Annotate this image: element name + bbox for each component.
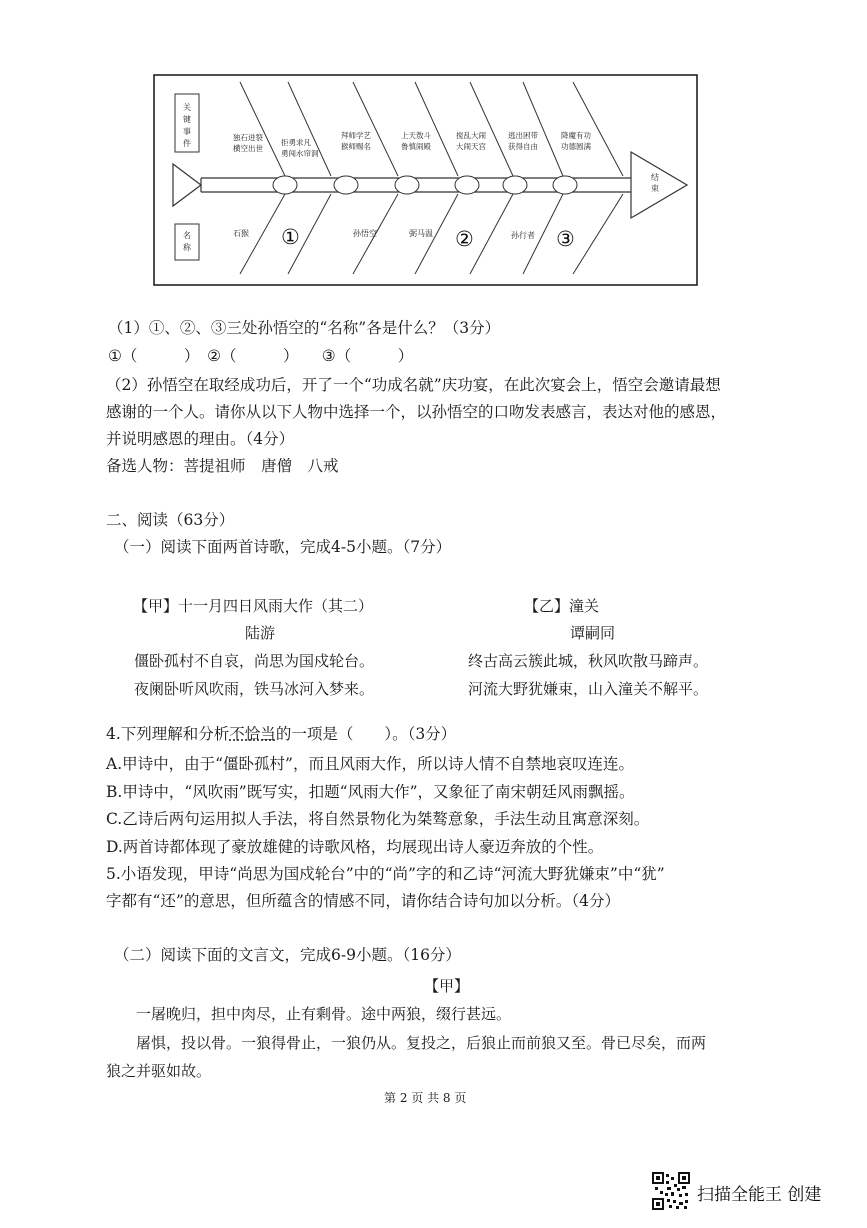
classical-line-3: 狼之并驱如故。	[106, 1062, 212, 1080]
section-2-title: 二、阅读（63分）	[106, 511, 235, 529]
event-node	[334, 176, 358, 194]
event-label-1: 独石迸裂横空出世	[233, 133, 263, 153]
q2-line-3: 并说明感恩的理由。（4分）	[106, 430, 295, 448]
part-1-title: （一）阅读下面两首诗歌，完成4-5小题。（7分）	[114, 538, 452, 556]
event-label-2: 拒勇求凡勇闯水帘洞	[281, 138, 319, 158]
scanner-watermark: 扫描全能王 创建	[697, 1185, 822, 1205]
poem-b-line-2: 河流大野犹嫌束，山入潼关不解平。	[468, 680, 709, 698]
page-number: 第 2 页 共 8 页	[384, 1091, 467, 1105]
poem-a-title: 【甲】十一月四日风雨大作（其二）	[133, 597, 374, 615]
poem-a-author: 陆游	[245, 624, 276, 642]
q4-stem	[106, 727, 456, 743]
q4-option-c: C.乙诗后两句运用拟人手法，将自然景物化为桀骜意象，手法生动且寓意深刻。	[106, 810, 650, 828]
event-label-6: 逃出困带获得自由	[508, 131, 538, 151]
name-blank-1: ①	[281, 225, 300, 249]
q4-stem-pre: 4.下列理解和分析	[106, 725, 230, 743]
fish-head	[631, 152, 687, 218]
event-node	[273, 176, 297, 194]
part-2-title: （二）阅读下面的文言文，完成6-9小题。（16分）	[114, 946, 461, 964]
event-node	[395, 176, 419, 194]
q4-option-b: B.甲诗中，“风吹雨”既写实，扣题“风雨大作”，又象征了南宋朝廷风雨飘摇。	[106, 783, 635, 801]
poem-a-line-1: 僵卧孤村不自哀，尚思为国戍轮台。	[134, 652, 375, 670]
q1-blanks: ①（ ） ②（ ） ③（ ）	[108, 347, 414, 365]
q2-line-2: 感谢的一个人。请你从以下人物中选择一个，以孙悟空的口吻发表感言，表达对他的感恩，	[106, 403, 727, 421]
name-box	[175, 224, 199, 260]
q5-line-2: 字都有“还”的意思，但所蕴含的情感不同，请你结合诗句加以分析。（4分）	[106, 892, 620, 910]
q4-option-d: D.两首诗都体现了豪放雄健的诗歌风格，均展现出诗人豪迈奔放的个性。	[106, 838, 604, 856]
poem-b-title: 【乙】潼关	[524, 597, 600, 615]
name-sunxingzhe: 孙行者	[511, 231, 535, 240]
q4-stem-emphasis: 不恰当	[229, 725, 276, 743]
classical-line-1: 一屠晚归，担中肉尽，止有剩骨。途中两狼，缀行甚远。	[136, 1005, 512, 1023]
event-node	[455, 176, 479, 194]
q4-stem-post: 的一项是（ ）。（3分）	[275, 725, 457, 743]
event-label-3: 拜师学艺猴师赐名	[341, 131, 371, 151]
event-label-5: 搅乱大闹大闹天宫	[456, 131, 486, 151]
end-label-chars: 结束	[651, 173, 659, 193]
event-label-4: 上天敖斗鲁慎闹殿	[401, 131, 431, 151]
name-bimawen: 弼马温	[409, 229, 433, 238]
fishbone-diagram	[153, 74, 698, 286]
classical-line-2: 屠惧，投以骨。一狼得骨止，一狼仍从。复投之，后狼止而前狼又至。骨已尽矣，而两	[136, 1034, 707, 1052]
name-sunwukong: 孙悟空	[353, 229, 377, 238]
q5-line-1: 5.小语发现，甲诗“尚思为国戍轮台”中的“尚”字的和乙诗“河流大野犹嫌束”中“犹”	[106, 865, 665, 883]
event-node	[503, 176, 527, 194]
q1-title: （1）①、②、③三处孙悟空的“名称”各是什么？（3分）	[108, 319, 501, 337]
key-events-char-1: 关键事件	[183, 103, 191, 148]
qr-code-icon	[652, 1172, 690, 1210]
poem-b-author: 谭嗣同	[570, 624, 616, 642]
q4-option-a: A.甲诗中，由于“僵卧孤村”，而且风雨大作，所以诗人情不自禁地哀叹连连。	[106, 755, 634, 773]
name-label-chars: 名称	[183, 231, 191, 252]
q2-line-1: （2）孙悟空在取经成功后，开了一个“功成名就”庆功宴，在此次宴会上，悟空会邀请最想	[106, 376, 721, 394]
name-shihou: 石猴	[233, 229, 249, 238]
q2-candidates: 备选人物：菩提祖师 唐僧 八戒	[106, 457, 339, 475]
event-node	[553, 176, 577, 194]
event-label-7: 降魔有功功德圆满	[561, 131, 591, 151]
poem-a-line-2: 夜阑卧听风吹雨，铁马冰河入梦来。	[134, 680, 375, 698]
name-blank-3: ③	[556, 227, 575, 251]
poem-b-line-1: 终古高云簇此城，秋风吹散马蹄声。	[468, 652, 709, 670]
name-blank-2: ②	[455, 227, 474, 251]
part-2-label: 【甲】	[424, 977, 470, 995]
fish-tail	[173, 164, 201, 206]
